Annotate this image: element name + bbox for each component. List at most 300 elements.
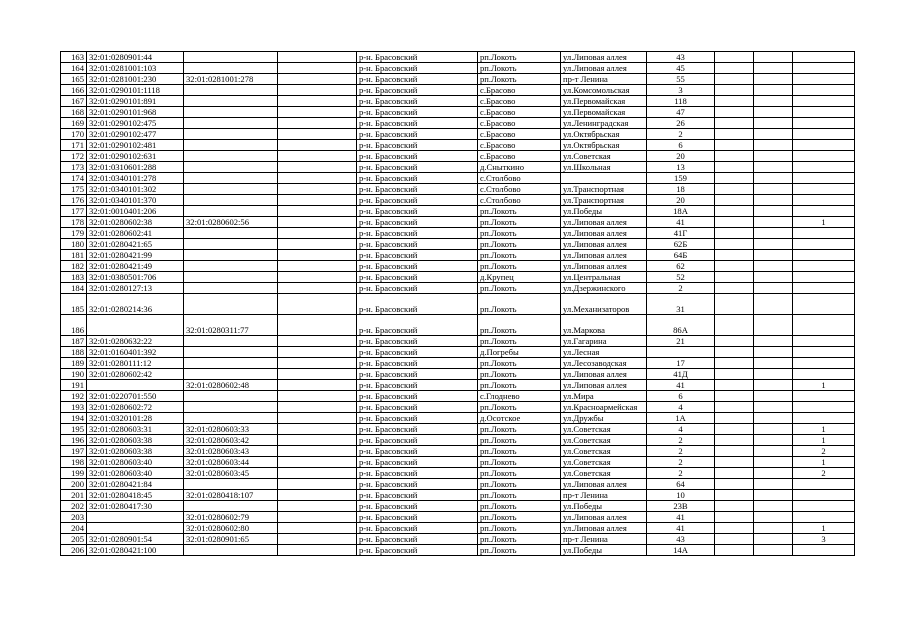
cadastral-number-cell: 32:01:0281001:230 — [87, 74, 184, 85]
building-cadastral-number-cell — [184, 162, 278, 173]
cadastral-number-cell: 32:01:0280111:12 — [87, 358, 184, 369]
empty-cell — [278, 140, 357, 151]
empty-cell — [278, 294, 357, 315]
street-cell: ул.Лесная — [561, 347, 647, 358]
building-cadastral-number-cell — [184, 272, 278, 283]
locality-cell: д.Крупец — [478, 272, 561, 283]
street-cell: ул.Победы — [561, 206, 647, 217]
locality-cell: с.Брасово — [478, 85, 561, 96]
house-number-cell: 118 — [647, 96, 715, 107]
house-number-cell: 43 — [647, 534, 715, 545]
locality-cell: рп.Локоть — [478, 250, 561, 261]
empty-cell — [278, 479, 357, 490]
table-row — [61, 151, 855, 162]
count-cell: 1 — [793, 424, 855, 435]
table-row — [61, 402, 855, 413]
house-number-cell: 18А — [647, 206, 715, 217]
street-cell: ул.Советская — [561, 446, 647, 457]
locality-cell: с.Глоднево — [478, 391, 561, 402]
cadastral-number-cell: 32:01:0280901:54 — [87, 534, 184, 545]
empty-cell — [278, 228, 357, 239]
district-cell: р-н. Брасовский — [357, 424, 478, 435]
house-number-cell: 52 — [647, 272, 715, 283]
locality-cell: рп.Локоть — [478, 490, 561, 501]
empty-cell — [754, 118, 793, 129]
district-cell: р-н. Брасовский — [357, 239, 478, 250]
table-row — [61, 206, 855, 217]
district-cell: р-н. Брасовский — [357, 545, 478, 556]
empty-cell — [278, 315, 357, 336]
locality-cell: с.Брасово — [478, 129, 561, 140]
building-cadastral-number-cell: 32:01:0280602:48 — [184, 380, 278, 391]
empty-cell — [754, 261, 793, 272]
row-number: 183 — [61, 272, 87, 283]
empty-cell — [715, 457, 754, 468]
row-number: 179 — [61, 228, 87, 239]
district-cell: р-н. Брасовский — [357, 151, 478, 162]
cadastral-number-cell: 32:01:0280603:40 — [87, 468, 184, 479]
table-row — [61, 380, 855, 391]
table-row — [61, 107, 855, 118]
building-cadastral-number-cell — [184, 96, 278, 107]
count-cell: 1 — [793, 435, 855, 446]
empty-cell — [754, 85, 793, 96]
row-number: 175 — [61, 184, 87, 195]
empty-cell — [754, 380, 793, 391]
building-cadastral-number-cell: 32:01:0280602:79 — [184, 512, 278, 523]
locality-cell: рп.Локоть — [478, 534, 561, 545]
cadastral-number-cell: 32:01:0280602:42 — [87, 369, 184, 380]
district-cell: р-н. Брасовский — [357, 228, 478, 239]
empty-cell — [754, 239, 793, 250]
empty-cell — [715, 369, 754, 380]
cadastral-number-cell: 32:01:0280901:44 — [87, 52, 184, 63]
building-cadastral-number-cell — [184, 358, 278, 369]
building-cadastral-number-cell — [184, 151, 278, 162]
building-cadastral-number-cell — [184, 347, 278, 358]
district-cell: р-н. Брасовский — [357, 184, 478, 195]
building-cadastral-number-cell — [184, 283, 278, 294]
count-cell — [793, 479, 855, 490]
table-row — [61, 391, 855, 402]
row-number: 189 — [61, 358, 87, 369]
table-row — [61, 512, 855, 523]
count-cell — [793, 336, 855, 347]
cadastral-number-cell: 32:01:0220701:550 — [87, 391, 184, 402]
locality-cell: рп.Локоть — [478, 380, 561, 391]
document-page — [60, 51, 854, 556]
cadastral-number-cell: 32:01:0280603:31 — [87, 424, 184, 435]
district-cell: р-н. Брасовский — [357, 490, 478, 501]
empty-cell — [278, 239, 357, 250]
building-cadastral-number-cell — [184, 63, 278, 74]
count-cell — [793, 85, 855, 96]
empty-cell — [278, 272, 357, 283]
count-cell — [793, 272, 855, 283]
empty-cell — [754, 107, 793, 118]
table-row — [61, 217, 855, 228]
empty-cell — [278, 85, 357, 96]
street-cell: пр-т Ленина — [561, 74, 647, 85]
empty-cell — [278, 545, 357, 556]
cadastral-number-cell — [87, 380, 184, 391]
building-cadastral-number-cell — [184, 413, 278, 424]
count-cell — [793, 545, 855, 556]
empty-cell — [715, 523, 754, 534]
empty-cell — [754, 228, 793, 239]
cadastral-number-cell: 32:01:0340101:370 — [87, 195, 184, 206]
empty-cell — [715, 228, 754, 239]
row-number: 206 — [61, 545, 87, 556]
count-cell — [793, 206, 855, 217]
district-cell: р-н. Брасовский — [357, 512, 478, 523]
empty-cell — [715, 512, 754, 523]
row-number: 202 — [61, 501, 87, 512]
locality-cell: рп.Локоть — [478, 74, 561, 85]
empty-cell — [754, 545, 793, 556]
building-cadastral-number-cell — [184, 107, 278, 118]
house-number-cell: 18 — [647, 184, 715, 195]
district-cell: р-н. Брасовский — [357, 118, 478, 129]
empty-cell — [754, 173, 793, 184]
house-number-cell: 86А — [647, 315, 715, 336]
row-number: 163 — [61, 52, 87, 63]
cadastral-number-cell: 32:01:0380501:706 — [87, 272, 184, 283]
table-row — [61, 358, 855, 369]
street-cell — [561, 173, 647, 184]
row-number: 203 — [61, 512, 87, 523]
empty-cell — [715, 250, 754, 261]
empty-cell — [715, 283, 754, 294]
district-cell: р-н. Брасовский — [357, 162, 478, 173]
row-number: 186 — [61, 315, 87, 336]
empty-cell — [715, 501, 754, 512]
row-number: 185 — [61, 294, 87, 315]
building-cadastral-number-cell — [184, 140, 278, 151]
cadastral-number-cell: 32:01:0280603:38 — [87, 446, 184, 457]
empty-cell — [715, 380, 754, 391]
house-number-cell: 2 — [647, 446, 715, 457]
building-cadastral-number-cell — [184, 545, 278, 556]
street-cell: ул.Липовая аллея — [561, 63, 647, 74]
locality-cell: рп.Локоть — [478, 424, 561, 435]
empty-cell — [715, 239, 754, 250]
locality-cell: рп.Локоть — [478, 402, 561, 413]
cadastral-number-cell: 32:01:0280421:99 — [87, 250, 184, 261]
building-cadastral-number-cell — [184, 369, 278, 380]
table-row — [61, 74, 855, 85]
cadastral-number-cell: 32:01:0280417:30 — [87, 501, 184, 512]
house-number-cell: 62Б — [647, 239, 715, 250]
district-cell: р-н. Брасовский — [357, 468, 478, 479]
district-cell: р-н. Брасовский — [357, 195, 478, 206]
count-cell — [793, 413, 855, 424]
street-cell: ул.Механизаторов — [561, 294, 647, 315]
count-cell: 1 — [793, 217, 855, 228]
street-cell: ул.Первомайская — [561, 96, 647, 107]
locality-cell: с.Столбово — [478, 184, 561, 195]
street-cell: ул.Советская — [561, 435, 647, 446]
cadastral-number-cell: 32:01:0290101:968 — [87, 107, 184, 118]
table-row — [61, 129, 855, 140]
row-number: 188 — [61, 347, 87, 358]
locality-cell: рп.Локоть — [478, 446, 561, 457]
street-cell: ул.Красноармейская — [561, 402, 647, 413]
empty-cell — [715, 446, 754, 457]
street-cell: ул.Школьная — [561, 162, 647, 173]
row-number: 205 — [61, 534, 87, 545]
count-cell — [793, 250, 855, 261]
building-cadastral-number-cell: 32:01:0280602:80 — [184, 523, 278, 534]
cadastral-number-cell: 32:01:0340101:278 — [87, 173, 184, 184]
house-number-cell: 4 — [647, 424, 715, 435]
row-number: 192 — [61, 391, 87, 402]
cadastral-number-cell: 32:01:0290102:475 — [87, 118, 184, 129]
street-cell: ул.Советская — [561, 151, 647, 162]
empty-cell — [754, 151, 793, 162]
count-cell — [793, 195, 855, 206]
row-number: 190 — [61, 369, 87, 380]
district-cell: р-н. Брасовский — [357, 283, 478, 294]
building-cadastral-number-cell — [184, 85, 278, 96]
building-cadastral-number-cell: 32:01:0280603:43 — [184, 446, 278, 457]
house-number-cell: 41Г — [647, 228, 715, 239]
empty-cell — [278, 369, 357, 380]
empty-cell — [754, 96, 793, 107]
cadastral-number-cell: 32:01:0280421:84 — [87, 479, 184, 490]
cadastral-number-cell — [87, 512, 184, 523]
cadastral-number-cell: 32:01:0280602:41 — [87, 228, 184, 239]
building-cadastral-number-cell — [184, 261, 278, 272]
empty-cell — [278, 501, 357, 512]
empty-cell — [715, 107, 754, 118]
table-row — [61, 479, 855, 490]
row-number: 168 — [61, 107, 87, 118]
row-number: 193 — [61, 402, 87, 413]
row-number: 174 — [61, 173, 87, 184]
district-cell: р-н. Брасовский — [357, 523, 478, 534]
empty-cell — [278, 347, 357, 358]
empty-cell — [754, 217, 793, 228]
street-cell: ул.Липовая аллея — [561, 52, 647, 63]
house-number-cell: 2 — [647, 283, 715, 294]
table-row — [61, 63, 855, 74]
empty-cell — [278, 446, 357, 457]
empty-cell — [715, 140, 754, 151]
locality-cell: с.Брасово — [478, 96, 561, 107]
empty-cell — [754, 479, 793, 490]
empty-cell — [715, 468, 754, 479]
cadastral-number-cell — [87, 315, 184, 336]
empty-cell — [754, 512, 793, 523]
house-number-cell: 13 — [647, 162, 715, 173]
cadastral-number-cell: 32:01:0280127:13 — [87, 283, 184, 294]
cadastral-number-cell: 32:01:0290101:1118 — [87, 85, 184, 96]
house-number-cell: 20 — [647, 151, 715, 162]
count-cell — [793, 369, 855, 380]
row-number: 171 — [61, 140, 87, 151]
house-number-cell: 64 — [647, 479, 715, 490]
street-cell: ул.Маркова — [561, 315, 647, 336]
house-number-cell: 159 — [647, 173, 715, 184]
count-cell — [793, 184, 855, 195]
locality-cell: рп.Локоть — [478, 435, 561, 446]
locality-cell: с.Брасово — [478, 107, 561, 118]
house-number-cell: 45 — [647, 63, 715, 74]
building-cadastral-number-cell: 32:01:0280603:33 — [184, 424, 278, 435]
locality-cell: рп.Локоть — [478, 283, 561, 294]
cadastral-number-cell: 32:01:0010401:206 — [87, 206, 184, 217]
cadastral-number-cell: 32:01:0280421:49 — [87, 261, 184, 272]
empty-cell — [715, 52, 754, 63]
district-cell: р-н. Брасовский — [357, 336, 478, 347]
empty-cell — [715, 162, 754, 173]
count-cell: 3 — [793, 534, 855, 545]
table-row — [61, 457, 855, 468]
table-row — [61, 184, 855, 195]
house-number-cell: 62 — [647, 261, 715, 272]
count-cell — [793, 315, 855, 336]
table-body — [61, 52, 855, 556]
district-cell: р-н. Брасовский — [357, 402, 478, 413]
row-number: 172 — [61, 151, 87, 162]
empty-cell — [715, 294, 754, 315]
locality-cell: рп.Локоть — [478, 52, 561, 63]
empty-cell — [278, 151, 357, 162]
empty-cell — [754, 501, 793, 512]
empty-cell — [715, 413, 754, 424]
building-cadastral-number-cell: 32:01:0280603:45 — [184, 468, 278, 479]
house-number-cell: 6 — [647, 391, 715, 402]
empty-cell — [715, 402, 754, 413]
empty-cell — [715, 206, 754, 217]
row-number: 194 — [61, 413, 87, 424]
building-cadastral-number-cell: 32:01:0280603:42 — [184, 435, 278, 446]
building-cadastral-number-cell — [184, 336, 278, 347]
empty-cell — [278, 468, 357, 479]
district-cell: р-н. Брасовский — [357, 391, 478, 402]
house-number-cell: 31 — [647, 294, 715, 315]
empty-cell — [715, 534, 754, 545]
building-cadastral-number-cell: 32:01:0280418:107 — [184, 490, 278, 501]
empty-cell — [278, 283, 357, 294]
district-cell: р-н. Брасовский — [357, 272, 478, 283]
empty-cell — [754, 391, 793, 402]
building-cadastral-number-cell — [184, 195, 278, 206]
district-cell: р-н. Брасовский — [357, 96, 478, 107]
cadastral-number-cell: 32:01:0280603:40 — [87, 457, 184, 468]
district-cell: р-н. Брасовский — [357, 206, 478, 217]
empty-cell — [754, 52, 793, 63]
empty-cell — [754, 195, 793, 206]
row-number: 195 — [61, 424, 87, 435]
building-cadastral-number-cell: 32:01:0280901:65 — [184, 534, 278, 545]
empty-cell — [278, 261, 357, 272]
empty-cell — [715, 217, 754, 228]
table-row — [61, 501, 855, 512]
table-row — [61, 545, 855, 556]
district-cell: р-н. Брасовский — [357, 534, 478, 545]
house-number-cell: 43 — [647, 52, 715, 63]
table-row — [61, 228, 855, 239]
count-cell — [793, 140, 855, 151]
house-number-cell: 64Б — [647, 250, 715, 261]
locality-cell: рп.Локоть — [478, 228, 561, 239]
count-cell — [793, 96, 855, 107]
house-number-cell: 2 — [647, 129, 715, 140]
locality-cell: с.Столбово — [478, 173, 561, 184]
empty-cell — [278, 173, 357, 184]
empty-cell — [278, 534, 357, 545]
building-cadastral-number-cell: 32:01:0280603:44 — [184, 457, 278, 468]
empty-cell — [278, 457, 357, 468]
district-cell: р-н. Брасовский — [357, 52, 478, 63]
cadastral-number-cell: 32:01:0280421:65 — [87, 239, 184, 250]
empty-cell — [754, 523, 793, 534]
building-cadastral-number-cell — [184, 402, 278, 413]
district-cell: р-н. Брасовский — [357, 74, 478, 85]
building-cadastral-number-cell: 32:01:0281001:278 — [184, 74, 278, 85]
street-cell: ул.Победы — [561, 545, 647, 556]
count-cell — [793, 107, 855, 118]
empty-cell — [715, 490, 754, 501]
count-cell: 1 — [793, 523, 855, 534]
empty-cell — [754, 336, 793, 347]
empty-cell — [715, 118, 754, 129]
building-cadastral-number-cell — [184, 479, 278, 490]
table-row — [61, 315, 855, 336]
cadastral-number-cell: 32:01:0280214:36 — [87, 294, 184, 315]
locality-cell: с.Столбово — [478, 195, 561, 206]
district-cell: р-н. Брасовский — [357, 369, 478, 380]
table-row — [61, 272, 855, 283]
locality-cell: рп.Локоть — [478, 239, 561, 250]
house-number-cell: 47 — [647, 107, 715, 118]
street-cell: ул.Транспортная — [561, 184, 647, 195]
empty-cell — [278, 206, 357, 217]
locality-cell: с.Брасово — [478, 151, 561, 162]
empty-cell — [715, 545, 754, 556]
row-number: 199 — [61, 468, 87, 479]
building-cadastral-number-cell — [184, 228, 278, 239]
house-number-cell: 41 — [647, 380, 715, 391]
cadastral-number-cell: 32:01:0290102:481 — [87, 140, 184, 151]
street-cell: ул.Центральная — [561, 272, 647, 283]
count-cell — [793, 490, 855, 501]
district-cell: р-н. Брасовский — [357, 446, 478, 457]
count-cell — [793, 118, 855, 129]
district-cell: р-н. Брасовский — [357, 140, 478, 151]
empty-cell — [754, 468, 793, 479]
count-cell — [793, 63, 855, 74]
empty-cell — [754, 413, 793, 424]
count-cell — [793, 52, 855, 63]
empty-cell — [715, 336, 754, 347]
street-cell: ул.Липовая аллея — [561, 380, 647, 391]
cadastral-number-cell: 32:01:0280632:22 — [87, 336, 184, 347]
empty-cell — [278, 424, 357, 435]
district-cell: р-н. Брасовский — [357, 250, 478, 261]
empty-cell — [278, 96, 357, 107]
street-cell: ул.Липовая аллея — [561, 261, 647, 272]
district-cell: р-н. Брасовский — [357, 129, 478, 140]
district-cell: р-н. Брасовский — [357, 217, 478, 228]
street-cell: ул.Ленинградская — [561, 118, 647, 129]
building-cadastral-number-cell — [184, 129, 278, 140]
cadastral-number-cell: 32:01:0280418:45 — [87, 490, 184, 501]
cadastral-number-cell: 32:01:0160401:392 — [87, 347, 184, 358]
empty-cell — [715, 261, 754, 272]
